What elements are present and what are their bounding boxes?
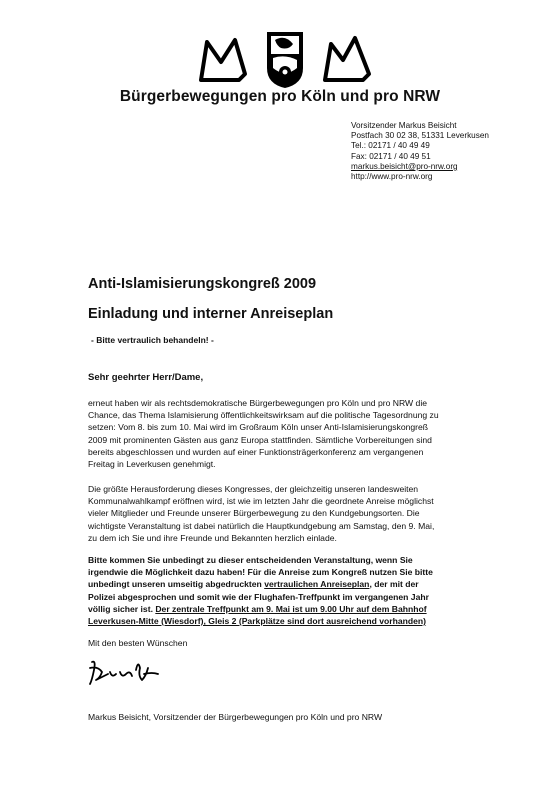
- paragraph-line: wichtigste Veranstaltung ist dabei natürlich die Hauptkundgebung am Samstag, den 9. Mai,: [88, 520, 435, 531]
- paragraph-line: setzen: Vom 8. bis zum 10. Mai wird im Großraum Köln unser Anti-Islamisierungskongreß: [88, 422, 429, 433]
- paragraph-line: zu dem ich Sie und ihre Freunde und Bekannten herzlich einlade.: [88, 532, 337, 543]
- organization-logo: [195, 28, 375, 90]
- paragraph-challenge: [88, 483, 548, 544]
- paragraph-line: Chance, das Thema Islamisierung öffentlichkeitswirksam auf die politische Tagesordnung zu: [88, 410, 439, 421]
- paragraph-line: Bitte kommen Sie unbedingt zu dieser entscheidenden Veranstaltung, wenn Sie: [88, 555, 413, 565]
- paragraph-line: bereits abgeschlossen und wurden auf einer Funktionsträgerkonferenz am vergangenen: [88, 446, 424, 457]
- confidential-note: - Bitte vertraulich behandeln! -: [91, 335, 214, 345]
- handwritten-signature: [86, 654, 166, 688]
- contact-name: Vorsitzender Markus Beisicht: [351, 121, 457, 130]
- text-segment: , der mit der: [369, 579, 419, 590]
- contact-email-link[interactable]: markus.beisicht@pro-nrw.org: [351, 161, 458, 171]
- contact-phone: Tel.: 02171 / 40 49 49: [351, 141, 430, 151]
- paragraph-line: [88, 578, 548, 590]
- document-heading: Anti-Islamisierungskongreß 2009: [88, 276, 317, 292]
- organization-title: Bürgerbewegungen pro Köln und pro NRW: [119, 88, 441, 105]
- paragraph-line: vieler Mitglieder und Freunde unserer Bürgerbewegung zu den Kundgebungsorten. Die: [88, 508, 420, 519]
- document-subheading: Einladung und interner Anreiseplan: [88, 306, 334, 322]
- closing-phrase: Mit den besten Wünschen: [88, 638, 188, 648]
- paragraph-line: Kommunalwahlkampf eröffnen wird, ist wie im letzten Jahr die geordnete Anreise möglichst: [88, 496, 434, 507]
- meeting-point-emphasis: Der zentrale Treffpunkt am 9. Mai ist um 9.00 Uhr auf dem Bahnhof: [155, 603, 427, 614]
- paragraph-appeal: [88, 554, 548, 627]
- contact-website-link[interactable]: http://www.pro-nrw.org: [351, 172, 433, 182]
- paragraph-line: Freitag in Leverkusen genehmigt.: [88, 459, 216, 470]
- salutation: Sehr geehrter Herr/Dame,: [88, 372, 204, 383]
- paragraph-line: irgendwie die Möglichkeit dazu haben! Für die Anreise zum Kongreß nutzen Sie bitte: [88, 567, 433, 578]
- text-segment: völlig sicher ist.: [88, 603, 156, 614]
- paragraph-line: [88, 603, 548, 615]
- contact-fax: Fax: 02171 / 40 49 51: [351, 151, 431, 161]
- signer-name: Markus Beisicht, Vorsitzender der Bürgerbewegungen pro Köln und pro NRW: [88, 712, 383, 722]
- paragraph-line: Die größte Herausforderung dieses Kongresses, der gleichzeitig unseren landesweiten: [88, 484, 419, 494]
- text-segment: unbedingt unseren umseitig abgedruckten: [88, 579, 265, 590]
- paragraph-line: erneut haben wir als rechtsdemokratische Bürgerbewegungen pro Köln und pro NRW die: [88, 398, 428, 408]
- contact-postbox: Postfach 30 02 38, 51331 Leverkusen: [351, 131, 489, 141]
- anreiseplan-emphasis: vertraulichen Anreiseplan: [264, 579, 370, 590]
- paragraph-line: Polizei abgesprochen und somit wie der Flughafen-Treffpunkt im vergangenen Jahr: [88, 591, 429, 602]
- contact-block: [351, 121, 556, 182]
- paragraph-line: 2009 mit prominenten Gästen aus ganz Europa stattfinden. Sämtliche Vorbereitungen sind: [88, 434, 432, 445]
- meeting-point-location: Leverkusen-Mitte (Wiesdorf), Gleis 2 (Parkplätze sind dort ausreichend vorhanden): [88, 616, 427, 627]
- paragraph-intro: [88, 397, 548, 470]
